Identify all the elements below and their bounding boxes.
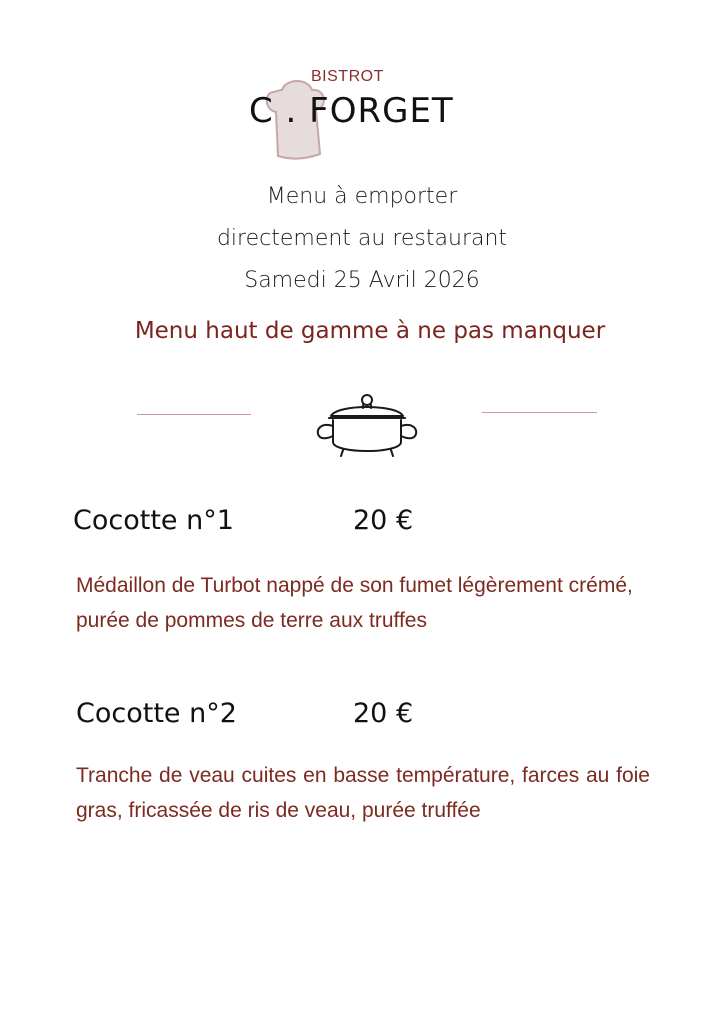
- dish-2-name: Cocotte n°2: [76, 698, 237, 729]
- intro-date: Samedi 25 Avril 2026: [244, 268, 480, 293]
- dish-1-price: 20 €: [353, 505, 414, 536]
- divider-right: [482, 412, 597, 413]
- intro-line-2: directement au restaurant: [216, 226, 508, 251]
- dish-2-description: Tranche de veau cuites en basse température, farces au foie gras, fricassée de ris de veau, purée truffée: [76, 764, 650, 822]
- dish-2-price: 20 €: [353, 698, 414, 729]
- divider-left: [137, 414, 251, 415]
- logo-name-text: C . FORGET: [249, 91, 454, 131]
- dish-1-description: Médaillon de Turbot nappé de son fumet légèrement crémé, purée de pommes de terre aux truffes: [76, 574, 633, 632]
- logo-bistrot-text: BISTROT: [311, 68, 384, 85]
- intro-line-1: Menu à emporter: [266, 184, 458, 209]
- dish-1-name: Cocotte n°1: [73, 505, 234, 536]
- cooking-pot-icon: [313, 392, 421, 462]
- highlight-text: Menu haut de gamme à ne pas manquer: [134, 318, 606, 344]
